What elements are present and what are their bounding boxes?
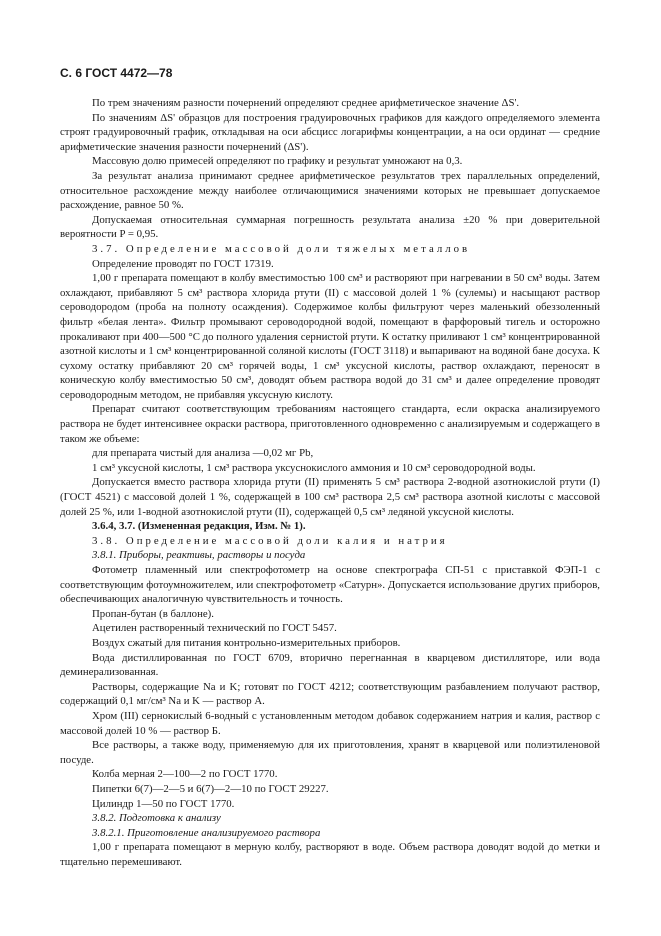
section-heading-3-7: 3.7. Определение массовой доли тяжелых металлов xyxy=(92,242,471,255)
paragraph: Массовую долю примесей определяют по графику и результат умножают на 0,3. xyxy=(92,155,463,168)
paragraph: 1 см³ уксусной кислоты, 1 см³ раствора уксуснокислого аммония и 10 см³ сероводородной воды. xyxy=(92,461,536,474)
page-header: С. 6 ГОСТ 4472—78 xyxy=(60,66,173,80)
subsection-heading: 3.8.1. Приборы, реактивы, растворы и посуда xyxy=(92,549,306,562)
document-body xyxy=(60,96,600,869)
paragraph: Препарат считают соответствующим требованиям настоящего стандарта, если окраска анализируемого раствора не будет интенсивнее окраски раствора, приготовленного одновременно с анализируемым и содержащего в таком же объеме: xyxy=(60,403,600,445)
paragraph: 1,00 г препарата помещают в мерную колбу, растворяют в воде. Объем раствора доводят водой до метки и тщательно перемешивают. xyxy=(60,841,600,868)
paragraph: 1,00 г препарата помещают в колбу вместимостью 100 см³ и растворяют при нагревании в 50 см³ воды. Затем охлаждают, прибавляют 5 см³ раствора хлорида ртути (II) с массовой долей 1 % (сулемы) и насыщают раствор сероводородом (проба на полноту осаждения). Содержимое колбы фильтруют через маленький обеззоленный фильтр «белая лента». Фильтр промывают сероводородной водой, помещают в фарфоровый тигель и осторожно прокаливают при 400—500 °С до полного удаления сернистой ртути. К остатку приливают 1 см³ концентрированной азотной кислоты и 1 см³ концентрированной соляной кислоты (ГОСТ 3118) и выпаривают на водяной бане досуха. К сухому остатку прибавляют 20 см³ горячей воды, 1 см³ уксусной кислоты, раствор охлаждают, переносят в коническую колбу вместимостью 50 см³, доводят объем раствора водой до 31 см³ и далее определение проводят сероводородным методом, не прибавляя уксусную кислоту. xyxy=(60,272,600,401)
paragraph: За результат анализа принимают среднее арифметическое результатов трех параллельных определений, относительное расхождение между наиболее отличающимися значениями которых не превышает допускаемое расхождение, равное 50 %. xyxy=(60,169,600,212)
paragraph: Определение проводят по ГОСТ 17319. xyxy=(92,257,274,270)
paragraph: По значениям ΔS' образцов для построения градуировочных графиков для каждого определяемого элемента строят градуировочный график, откладывая на оси абсцисс логарифмы концентрации, а на оси ординат — средние арифметические значения разности почернений (ΔS'). xyxy=(60,111,600,153)
paragraph: Фотометр пламенный или спектрофотометр на основе спектрографа СП-51 с приставкой ФЭП-1 с соответствующим фотоумножителем, или спектрофотометр «Сатурн». Допускается использование других приборов, обеспечивающих аналогичную чувствительность и точность. xyxy=(60,564,600,606)
subsection-heading: 3.8.2.1. Приготовление анализируемого раствора xyxy=(92,826,321,839)
section-heading-3-8: 3.8. Определение массовой доли калия и натрия xyxy=(92,534,448,547)
paragraph: Пипетки 6(7)—2—5 и 6(7)—2—10 по ГОСТ 29227. xyxy=(92,782,329,795)
paragraph: Хром (III) сернокислый 6-водный с установленным методом добавок содержанием натрия и калия, раствор с массовой долей 10 % — раствор Б. xyxy=(60,709,600,737)
paragraph: Все растворы, а также воду, применяемую для их приготовления, хранят в кварцевой или полиэтиленовой посуде. xyxy=(60,739,600,766)
paragraph: По трем значениям разности почернений определяют среднее арифметическое значение ΔS'. xyxy=(92,97,520,109)
paragraph: Цилиндр 1—50 по ГОСТ 1770. xyxy=(92,797,235,810)
paragraph: Вода дистиллированная по ГОСТ 6709, вторично перегнанная в кварцевом дистилляторе, или вода деминерализованная. xyxy=(60,651,600,679)
paragraph: Допускаемая относительная суммарная погрешность результата анализа ±20 % при доверительной вероятности P = 0,95. xyxy=(60,213,600,241)
paragraph: Пропан-бутан (в баллоне). xyxy=(92,607,214,620)
paragraph: Воздух сжатый для питания контрольно-измерительных приборов. xyxy=(92,636,401,649)
amendment-note: 3.6.4, 3.7. (Измененная редакция, Изм. № 1). xyxy=(92,520,306,533)
subsection-heading: 3.8.2. Подготовка к анализу xyxy=(92,812,221,825)
paragraph: Ацетилен растворенный технический по ГОСТ 5457. xyxy=(92,622,337,635)
paragraph: Допускается вместо раствора хлорида ртути (II) применять 5 см³ раствора 2-водной азотнокислой ртути (I) (ГОСТ 4521) с массовой долей 1 %, содержащей в 100 см³ раствора 2,5 см³ раствора азотной кислоты с массовой долей 25 %, или 1-водной азотнокислой ртути (II), содержащей 0,5 см³ ледяной уксусной кислоты. xyxy=(60,476,600,518)
paragraph: Растворы, содержащие Na и K; готовят по ГОСТ 4212; соответствующим разбавлением получают раствор, содержащий 0,1 мг/см³ Na и K — раствор А. xyxy=(60,680,600,708)
paragraph: для препарата чистый для анализа —0,02 мг Pb, xyxy=(92,447,314,460)
paragraph: Колба мерная 2—100—2 по ГОСТ 1770. xyxy=(92,768,278,781)
